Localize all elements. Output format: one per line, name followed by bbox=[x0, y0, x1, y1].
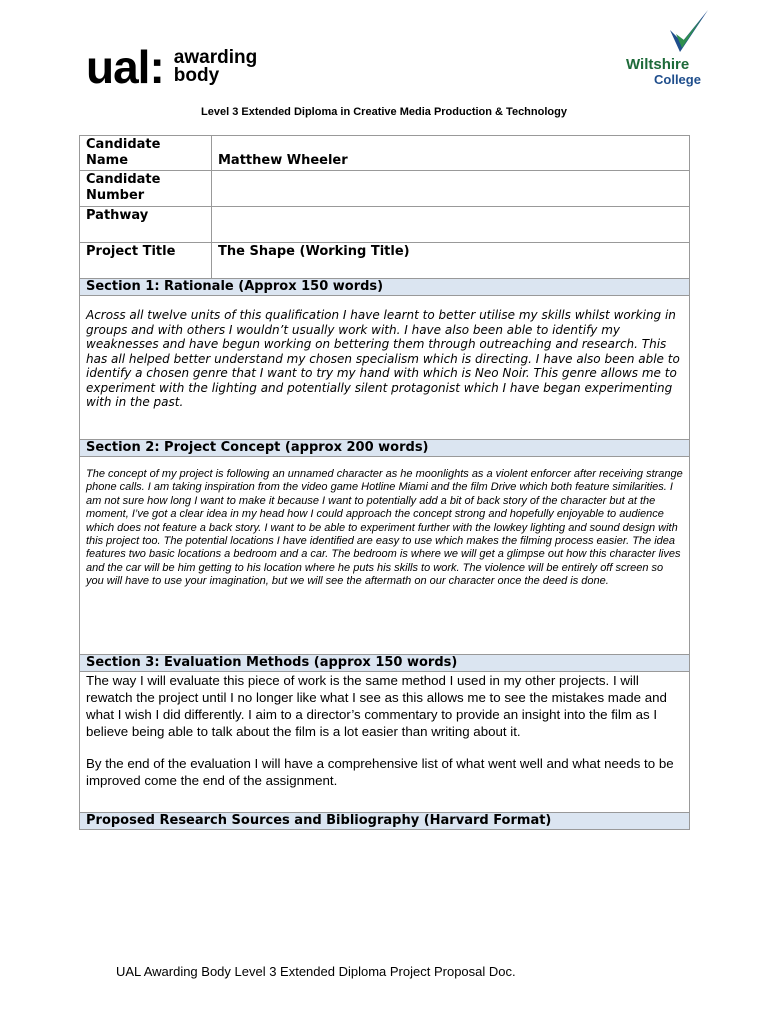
section1-title: Section 1: Rationale (Approx 150 words) bbox=[80, 279, 690, 296]
section2-title: Section 2: Project Concept (approx 200 words) bbox=[80, 440, 690, 457]
page-footer: UAL Awarding Body Level 3 Extended Diploma Project Proposal Doc. bbox=[116, 964, 516, 979]
section3-paragraph-1: The way I will evaluate this piece of work is the same method I used in my other projects. I will rewatch the project until I no longer like what I see as this allows me to see the mistakes made and what I wish I did differently. I aim to a director’s commentary to provide an insight into the film as I believe being able to talk about the film is a lot easier than writing about it. bbox=[86, 673, 667, 739]
pathway-row bbox=[80, 207, 690, 243]
section3-body bbox=[80, 672, 690, 813]
section1-body-row bbox=[80, 296, 690, 440]
wiltshire-college-label: College bbox=[654, 72, 701, 87]
ual-subtitle bbox=[174, 49, 257, 85]
wiltshire-college-logo bbox=[620, 8, 710, 92]
candidate-name-label: Candidate Name bbox=[80, 136, 212, 171]
candidate-number-row bbox=[80, 171, 690, 207]
section3-header-row bbox=[80, 655, 690, 672]
section4-title: Proposed Research Sources and Bibliography (Harvard Format) bbox=[80, 813, 690, 830]
pathway-value bbox=[212, 207, 690, 243]
section2-body-row bbox=[80, 457, 690, 655]
wiltshire-name: Wiltshire bbox=[626, 56, 690, 73]
project-title-label: Project Title bbox=[80, 243, 212, 279]
section2-header-row bbox=[80, 440, 690, 457]
section3-body-row bbox=[80, 672, 690, 813]
candidate-name-row bbox=[80, 136, 690, 171]
section1-header-row bbox=[80, 279, 690, 296]
candidate-name-value: Matthew Wheeler bbox=[212, 136, 690, 171]
pathway-label: Pathway bbox=[80, 207, 212, 243]
section1-text: Across all twelve units of this qualification I have learnt to better utilise my skills whilst working in groups and with others I wouldn’t usually work with. I have also been able to identify my weaknesses and have begun working on bettering them through outreaching and research. This has all helped better understand my chosen specialism which is directing. I have also been able to identify a chosen genre that I want to try my hand with which is Neo Noir. This genre allows me to experiment with the lighting and potentially silent protagonist which I have began experimenting with in the past. bbox=[80, 296, 690, 440]
ual-awarding-body-logo bbox=[86, 41, 258, 93]
candidate-number-label: Candidate Number bbox=[80, 171, 212, 207]
document-subtitle: Level 3 Extended Diploma in Creative Media Production & Technology bbox=[201, 106, 567, 118]
section2-text: The concept of my project is following an unnamed character as he moonlights as a violent enforcer after receiving strange phone calls. I am taking inspiration from the video game Hotline Miami and the film Drive which both feature similarities. I am not sure how long I want to make it because I want to potentially add a bit of back story of the character but at the moment, I’ve got a clear idea in my head how I could approach the concept strong and hopefully enjoyable to audience which does not feature a back story. I want to be able to experiment further with the lowkey lighting and sound design with this project too. The potential locations I have identified are easy to use which makes the filming process easier. The idea features two basic locations a bedroom and a car. The bedroom is where we will get a glimpse out how this character lives and the car will be him getting to his location where he puts his skills to work. The violence will be entirely off screen so you will have to use your imagination, but we will see the aftermath on our character once the deed is done. bbox=[80, 457, 690, 655]
project-title-row bbox=[80, 243, 690, 279]
proposal-table bbox=[79, 135, 690, 830]
ual-wordmark: ual: bbox=[86, 41, 164, 93]
ual-sub-line2: body bbox=[173, 65, 220, 86]
ual-sub-line1: awarding bbox=[173, 47, 258, 68]
section3-title: Section 3: Evaluation Methods (approx 150 words) bbox=[80, 655, 690, 672]
section3-paragraph-2: By the end of the evaluation I will have a comprehensive list of what went well and what needs to be improved come the end of the assignment. bbox=[86, 756, 674, 788]
checkmark-icon bbox=[668, 8, 712, 56]
proposal-form bbox=[79, 135, 690, 830]
candidate-number-value bbox=[212, 171, 690, 207]
project-title-value: The Shape (Working Title) bbox=[212, 243, 690, 279]
section4-header-row bbox=[80, 813, 690, 830]
